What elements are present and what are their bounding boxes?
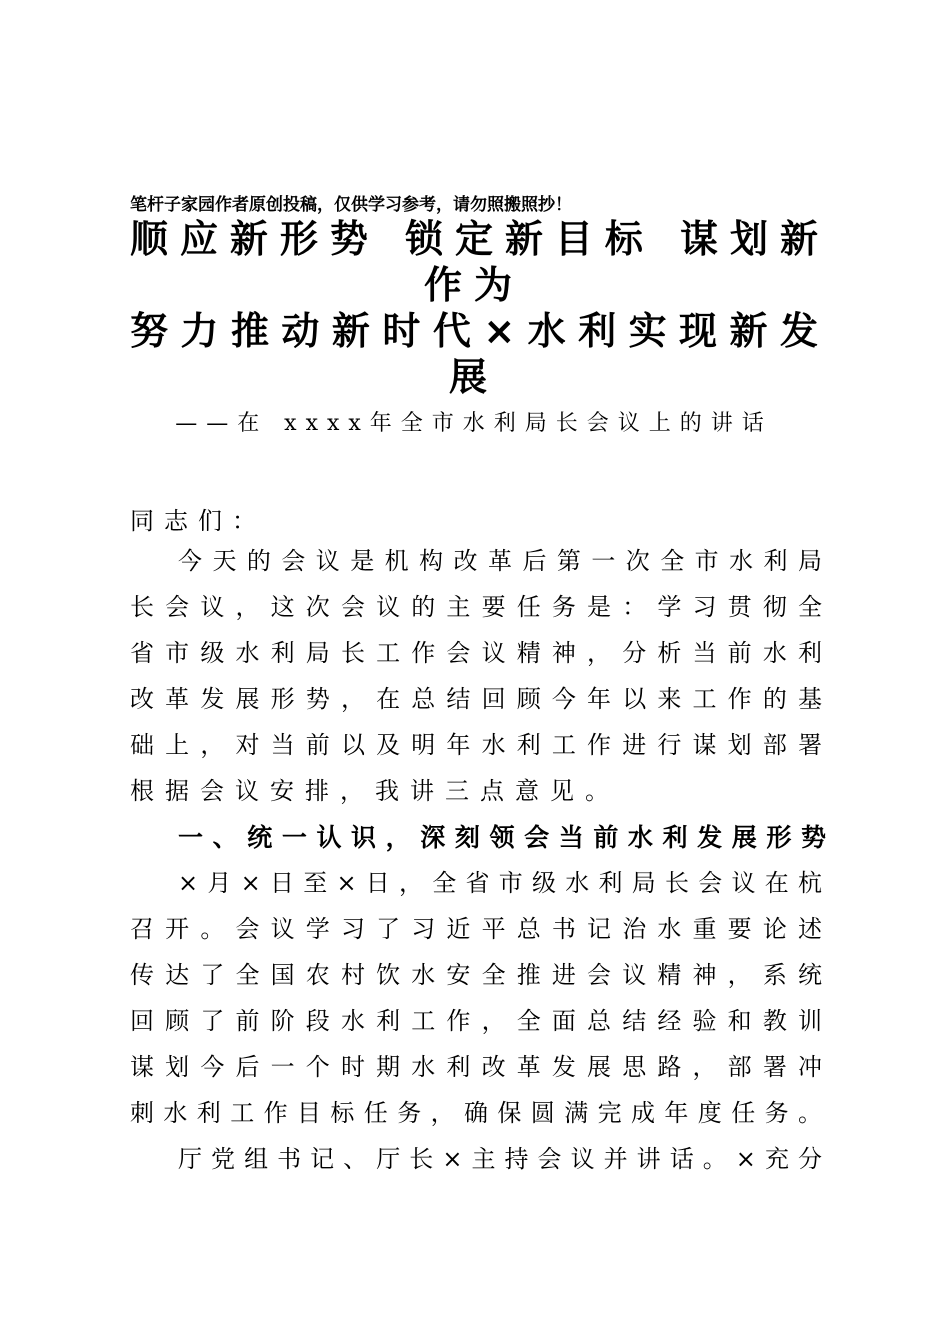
paragraph-line: 厅党组书记、厅长×主持会议并讲话。×充分 [178,1145,822,1173]
salutation: 同志们： [130,507,266,535]
subtitle: ——在 xxxx年全市水利局长会议上的讲话 [175,411,773,436]
title-line-2: 作为 [423,263,524,307]
copyright-notice: 笔杆子家园作者原创投稿，仅供学习参考，请勿照搬照抄！ [130,195,572,215]
paragraph-line: 础上，对当前以及明年水利工作进行谋划部署 [130,731,822,759]
paragraph-line: 回顾了前阶段水利工作，全面总结经验和教训 [130,1007,822,1035]
paragraph-line: 召开。会议学习了习近平总书记治水重要论述 [130,915,822,943]
title-line-4: 展 [448,355,499,399]
section-heading: 一、统一认识，深刻领会当前水利发展形势 [178,823,826,852]
title-line-1: 顺应新形势 锁定新目标 谋划新 [130,217,818,261]
paragraph-line: 今天的会议是机构改革后第一次全市水利局 [178,547,822,575]
paragraph-line: 改革发展形势，在总结回顾今年以来工作的基 [130,685,822,713]
paragraph-line: 长会议，这次会议的主要任务是：学习贯彻全 [130,593,822,621]
paragraph-line: 刺水利工作目标任务，确保圆满完成年度任务。 [130,1099,822,1127]
paragraph-line: ×月×日至×日，全省市级水利局长会议在杭 [178,869,822,897]
title-line-3: 努力推动新时代×水利实现新发 [130,309,818,353]
paragraph-line: 根据会议安排，我讲三点意见。 [130,777,620,805]
paragraph-line: 传达了全国农村饮水安全推进会议精神，系统 [130,961,822,989]
paragraph-line: 谋划今后一个时期水利改革发展思路，部署冲 [130,1053,822,1081]
paragraph-line: 省市级水利局长工作会议精神，分析当前水利 [130,639,822,667]
